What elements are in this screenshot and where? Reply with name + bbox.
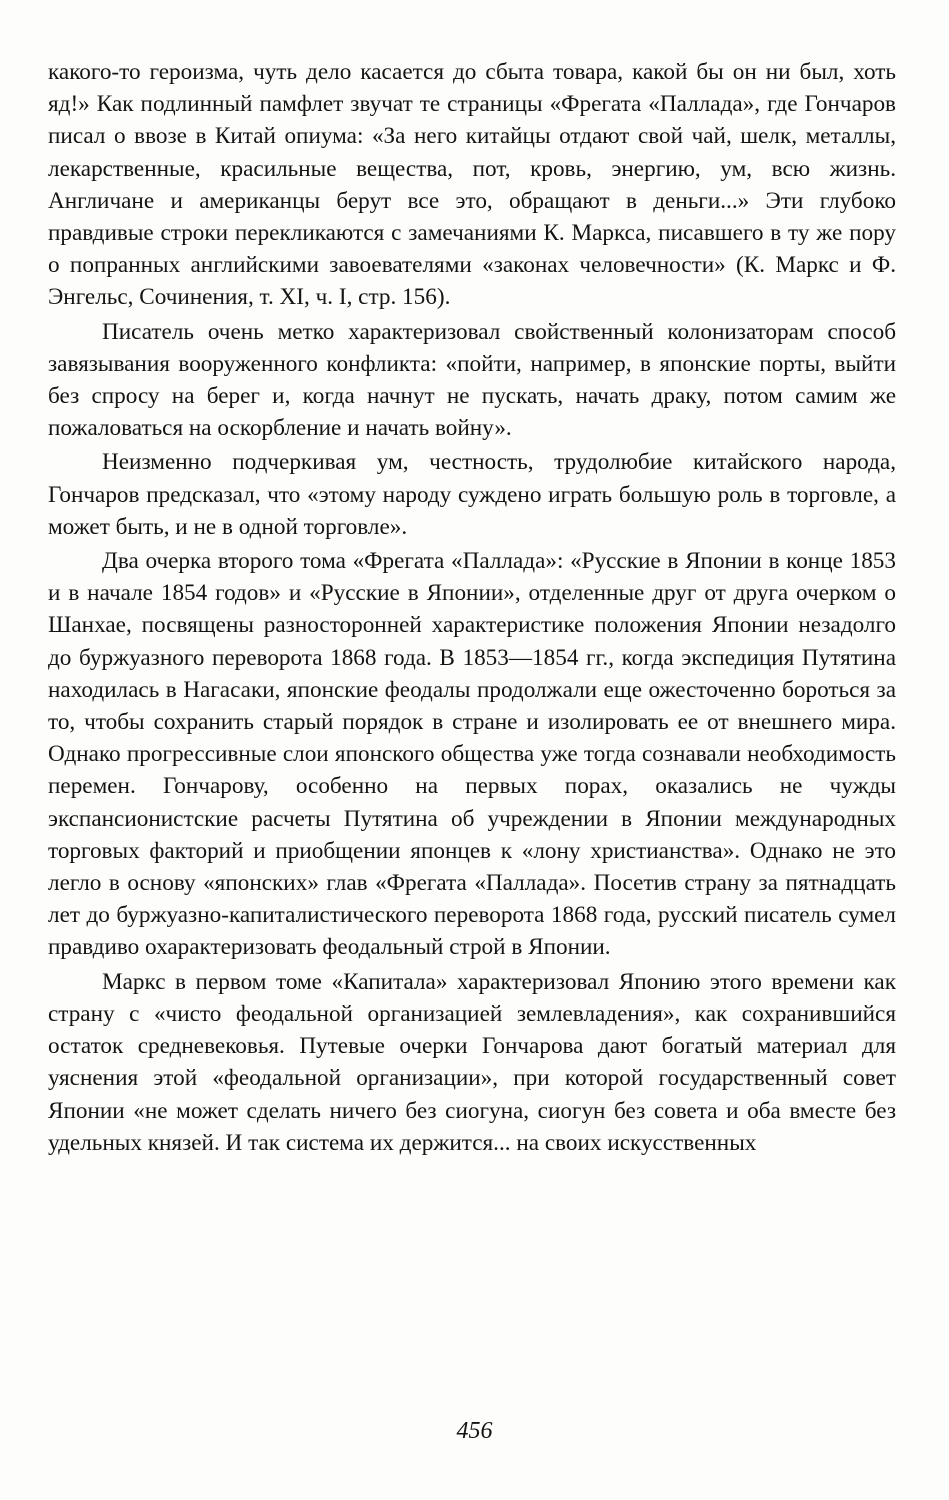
paragraph-chinese-people: Неизменно подчеркивая ум, честность, трудолюбие китайского народа, Гончаров предсказал, что «этому народу суждено играть большую роль в торговле, а может быть, и не в одной торговле». (48, 449, 896, 540)
paragraph-colonizers: Писатель очень метко характеризовал свойственный колонизаторам способ завязывания вооруженного конфликта: «пойти, например, в японские порты, выйти без спросу на берег и, когда начнут не пускать, начать драку, потом самим же пожаловаться на оскорбление и начать войну». (48, 318, 896, 442)
body-text (48, 56, 896, 1159)
paragraph-japan-essays: Два очерка второго тома «Фрегата «Паллада»: «Русские в Японии в конце 1853 и в начале 1854 годов» и «Русские в Японии», отделенные друг от друга очерком о Шанхае, посвящены разносторонней характеристике положения Японии незадолго до буржуазного переворота 1868 года. В 1853—1854 гг., когда экспедиция Путятина находилась в Нагасаки, японские феодалы продолжали еще ожесточенно бороться за то, чтобы сохранить старый порядок в стране и изолировать ее от внешнего мира. Однако прогрессивные слои японского общества уже тогда сознавали необходимость перемен. Гончарову, особенно на первых порах, оказались не чужды экспансионистские расчеты Путятина об учреждении в Японии международных торговых факторий и приобщении японцев к «лону христианства». Однако не это легло в основу «японских» глав «Фрегата «Паллада». Посетив страну за пятнадцать лет до буржуазно-капиталистического переворота 1868 года, русский писатель сумел правдиво охарактеризовать феодальный строй в Японии. (48, 548, 896, 961)
paragraph-marx-capital: Маркс в первом томе «Капитала» характеризовал Японию этого времени как страну с «чисто феодальной организацией землевладения», как сохранившийся остаток средневековья. Путевые очерки Гончарова дают богатый материал для уяснения этой «феодальной организации», при которой государственный совет Японии «не может сделать ничего без сиогуна, сиогун без совета и оба вместе без удельных князей. И так система их держится... на своих искусственных (48, 968, 896, 1156)
page-number: 456 (456, 1418, 493, 1444)
paragraph-continuation: какого-то героизма, чуть дело касается до сбыта товара, какой бы он ни был, хоть яд!» Как подлинный памфлет звучат те страницы «Фрегата «Паллада», где Гончаров писал о ввозе в Китай опиума: «За него китайцы отдают свой чай, шелк, металлы, лекарственные, красильные вещества, пот, кровь, энергию, ум, всю жизнь. Англичане и американцы берут все это, обращают в деньги...» Эти глубоко правдивые строки перекликаются с замечаниями К. Маркса, писавшего в ту же пору о попранных английскими завоевателями «законах человечности» (К. Маркс и Ф. Энгельс, Сочинения, т. XI, ч. I, стр. 156). (48, 59, 896, 311)
